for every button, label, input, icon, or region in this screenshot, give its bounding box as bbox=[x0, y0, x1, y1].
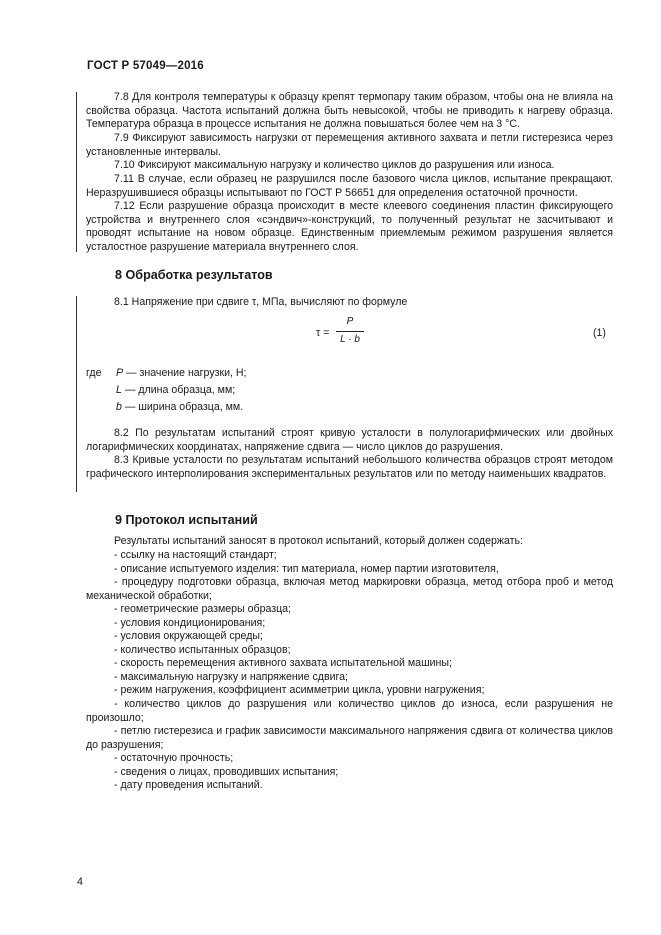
protocol-list-item: - петлю гистерезиса и график зависимости максимального напряжения сдвига от количества циклов до разрушения; bbox=[86, 725, 613, 751]
formula-number: (1) bbox=[593, 327, 606, 339]
protocol-list-item: - сведения о лицах, проводивших испытания; bbox=[114, 766, 339, 778]
protocol-list-item: - ссылку на настоящий стандарт; bbox=[114, 549, 277, 561]
paragraph-8-3: 8.3 Кривые усталости по результатам испытаний небольшого количества образцов строят методом графического интерполирования экспериментальных результатов или по методу наименьших квадратов. bbox=[86, 454, 613, 480]
where-text: — ширина образца, мм. bbox=[121, 401, 244, 413]
protocol-list-item: - режим нагружения, коэффициент асимметрии цикла, уровни нагружения; bbox=[114, 684, 485, 696]
revision-bar bbox=[76, 296, 77, 492]
protocol-list-item: - описание испытуемого изделия: тип материала, номер партии изготовителя, bbox=[114, 563, 499, 575]
paragraph-7-9: 7.9 Фиксируют зависимость нагрузки от перемещения активного захвата и петли гистерезиса через установленные интервалы. bbox=[86, 132, 613, 158]
where-symbol: P bbox=[116, 367, 124, 379]
protocol-list-item: - скорость перемещения активного захвата испытательной машины; bbox=[114, 657, 452, 669]
where-text: — длина образца, мм; bbox=[121, 384, 236, 396]
paragraph-8-1: 8.1 Напряжение при сдвиге τ, МПа, вычисляют по формуле bbox=[114, 296, 408, 308]
formula-numerator: P bbox=[346, 316, 354, 327]
where-item bbox=[116, 384, 235, 396]
where-item bbox=[116, 367, 247, 379]
paragraph-7-10: 7.10 Фиксируют максимальную нагрузку и количество циклов до разрушения или износа. bbox=[114, 159, 555, 171]
where-symbol: b bbox=[116, 401, 122, 413]
protocol-list-item: - количество циклов до разрушения или количество циклов до износа, если разрушения не произошло; bbox=[86, 698, 613, 724]
protocol-intro: Результаты испытаний заносят в протокол испытаний, который должен содержать: bbox=[114, 535, 523, 547]
protocol-list-item: - остаточную прочность; bbox=[114, 752, 234, 764]
revision-bar bbox=[76, 92, 77, 252]
formula-lhs: τ = bbox=[316, 327, 330, 339]
protocol-list-item: - дату проведения испытаний. bbox=[114, 779, 263, 791]
where-item bbox=[116, 401, 243, 413]
protocol-list-item: - количество испытанных образцов; bbox=[114, 644, 291, 656]
fraction-line bbox=[336, 331, 364, 332]
protocol-list-item: - процедуру подготовки образца, включая метод маркировки образца, метод отбора проб и метод механической обработки; bbox=[86, 576, 613, 602]
protocol-list-item: - максимальную нагрузку и напряжение сдвига; bbox=[114, 671, 348, 683]
section-9-heading: 9 Протокол испытаний bbox=[115, 513, 258, 527]
section-8-heading: 8 Обработка результатов bbox=[115, 268, 273, 282]
document-id-header: ГОСТ Р 57049—2016 bbox=[87, 60, 204, 72]
paragraph-8-2: 8.2 По результатам испытаний строят кривую усталости в полулогарифмических или двойных логарифмических координатах, напряжение сдвига — число циклов до разрушения. bbox=[86, 427, 613, 453]
where-label: где bbox=[86, 367, 102, 379]
where-text: — значение нагрузки, Н; bbox=[123, 367, 247, 379]
formula bbox=[316, 316, 376, 352]
formula-denominator: L · b bbox=[340, 334, 360, 345]
paragraph-7-11: 7.11 В случае, если образец не разрушился после базового числа циклов, испытание прекращают. Неразрушившиеся образцы испытывают по ГОСТ Р 56651 для определения остаточной прочности. bbox=[86, 173, 613, 199]
page-number: 4 bbox=[77, 876, 83, 888]
paragraph-7-8: 7.8 Для контроля температуры к образцу крепят термопару таким образом, чтобы она не влияла на свойства образца. Частота испытаний должна быть невысокой, чтобы не приводить к нагреву образца. Температура образца в процессе испытания не должна повышаться более чем на 3 °С. bbox=[86, 91, 613, 131]
where-symbol: L bbox=[116, 384, 122, 396]
protocol-list-item: - условия кондиционирования; bbox=[114, 617, 266, 629]
paragraph-7-12: 7.12 Если разрушение образца происходит в месте клеевого соединения пластин фиксирующего устройства и внутреннего слоя «сэндвич»-конструкций, то полученный результат не засчитывают и проводят испытание на новом образце. Единственным приемлемым режимом разрушения является усталостное разрушение материала внутреннего слоя. bbox=[86, 200, 613, 254]
protocol-list-item: - геометрические размеры образца; bbox=[114, 603, 291, 615]
protocol-list-item: - условия окружающей среды; bbox=[114, 630, 263, 642]
